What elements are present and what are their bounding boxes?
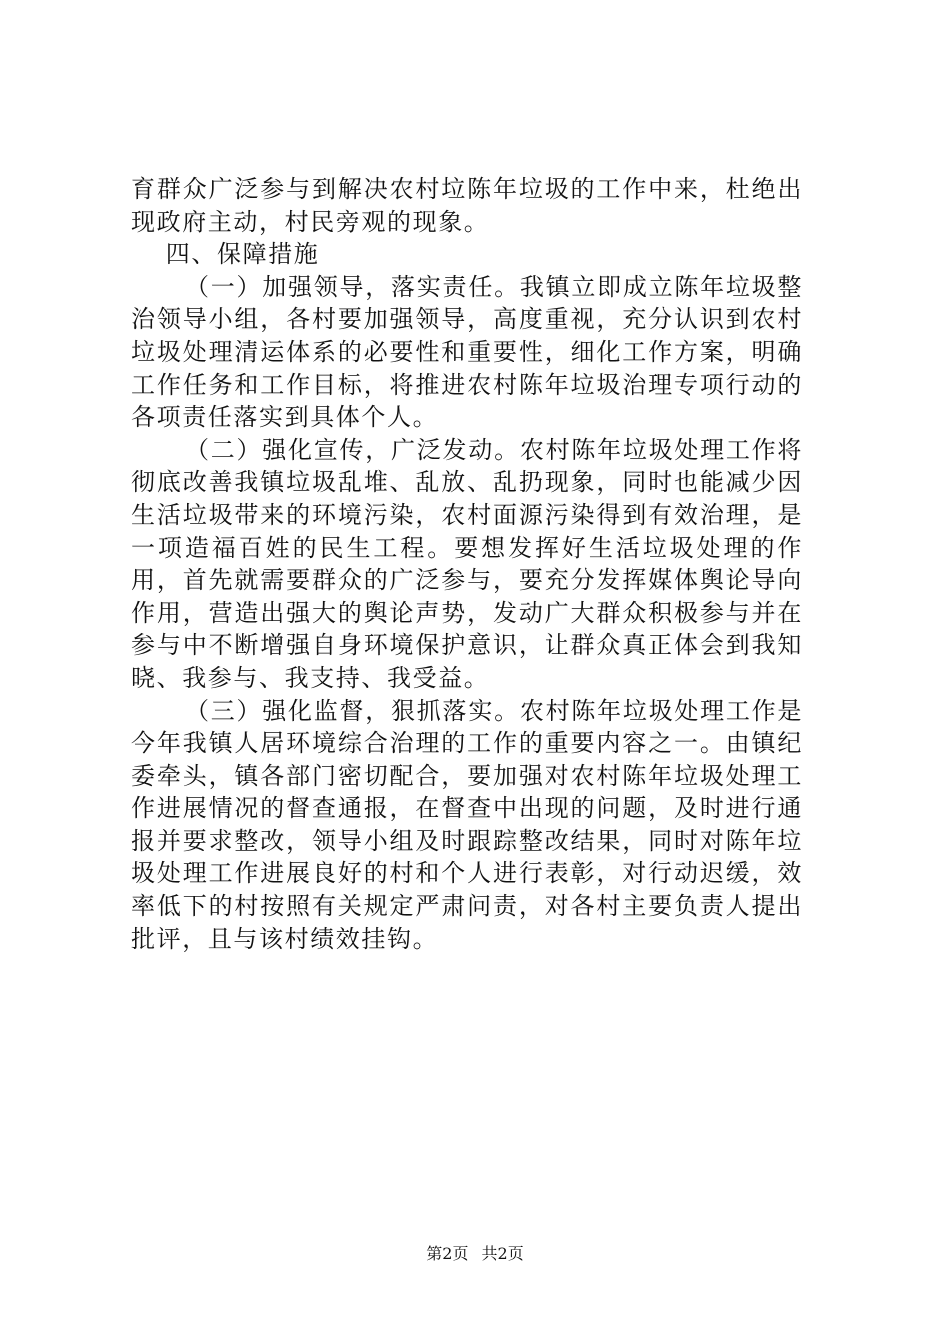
paragraph-supervision: （三）强化监督，狠抓落实。农村陈年垃圾处理工作是今年我镇人居环境综合治理的工作的重要内容之一。由镇纪委牵头，镇各部门密切配合，要加强对农村陈年垃圾处理工作进展情况的督查通报，在督查中出现的问题，及时进行通报并要求整改，领导小组及时跟踪整改结果，同时对陈年垃圾处理工作进展良好的村和个人进行表彰，对行动迟缓，效率低下的村按照有关规定严肃问责，对各村主要负责人提出批评，且与该村绩效挂钩。 (131, 696, 803, 953)
paragraph-continuation: 育群众广泛参与到解决农村垃陈年垃圾的工作中来，杜绝出现政府主动，村民旁观的现象。 (131, 175, 803, 236)
paragraph-leadership: （一）加强领导，落实责任。我镇立即成立陈年垃圾整治领导小组，各村要加强领导，高度重视，充分认识到农村垃圾处理清运体系的必要性和重要性，细化工作方案，明确工作任务和工作目标，将推进农村陈年垃圾治理专项行动的各项责任落实到具体个人。 (131, 272, 803, 432)
page-total: 共2页 (481, 1244, 524, 1263)
page-number: 第2页 (426, 1244, 469, 1263)
section-heading: 四、保障措施 (165, 240, 320, 269)
page-footer (0, 1244, 950, 1264)
paragraph-publicity: （二）强化宣传，广泛发动。农村陈年垃圾处理工作将彻底改善我镇垃圾乱堆、乱放、乱扔现象，同时也能减少因生活垃圾带来的环境污染，农村面源污染得到有效治理，是一项造福百姓的民生工程。要想发挥好生活垃圾处理的作用，首先就需要群众的广泛参与，要充分发挥媒体舆论导向作用，营造出强大的舆论声势，发动广大群众积极参与并在参与中不断增强自身环境保护意识，让群众真正体会到我知晓、我参与、我支持、我受益。 (131, 435, 803, 692)
document-body (131, 173, 803, 955)
